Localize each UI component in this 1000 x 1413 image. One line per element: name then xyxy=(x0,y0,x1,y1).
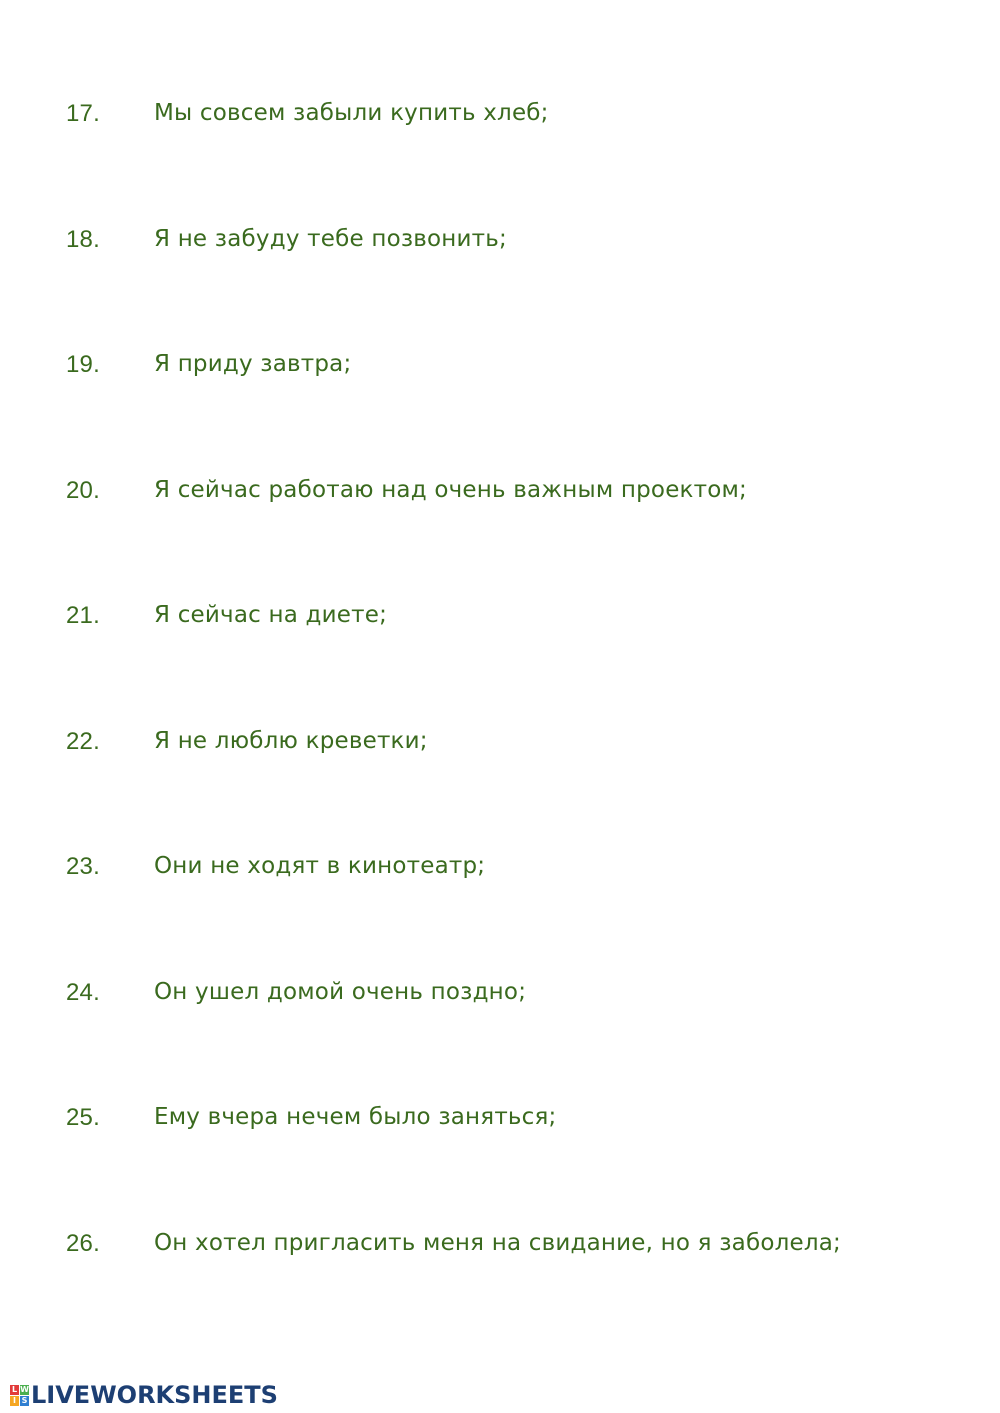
list-item xyxy=(0,477,1000,517)
brand-wordmark: LIVEWORKSHEETS xyxy=(31,1381,278,1409)
item-sentence: Ему вчера нечем было заняться; xyxy=(154,1104,557,1130)
item-sentence: Я не люблю креветки; xyxy=(154,728,428,754)
list-item xyxy=(0,979,1000,1019)
item-sentence: Он хотел пригласить меня на свидание, но я заболела; xyxy=(154,1230,841,1256)
logo-letter: L xyxy=(11,1384,18,1394)
logo-letter: S xyxy=(21,1395,28,1405)
item-sentence: Мы совсем забыли купить хлеб; xyxy=(154,100,549,126)
liveworksheets-brand[interactable] xyxy=(10,1382,278,1408)
item-sentence: Они не ходят в кинотеатр; xyxy=(154,853,486,879)
list-item xyxy=(0,1104,1000,1144)
item-number: 26. xyxy=(66,1230,100,1257)
list-item xyxy=(0,728,1000,768)
list-item xyxy=(0,602,1000,642)
item-number: 20. xyxy=(66,477,100,504)
logo-letter: I xyxy=(10,1396,19,1406)
item-sentence: Он ушел домой очень поздно; xyxy=(154,979,527,1005)
list-item xyxy=(0,853,1000,893)
item-sentence: Я сейчас работаю над очень важным проектом; xyxy=(154,477,747,503)
item-number: 19. xyxy=(66,351,100,378)
list-item xyxy=(0,226,1000,266)
item-number: 22. xyxy=(66,728,100,755)
item-number: 23. xyxy=(66,853,100,880)
item-sentence: Я не забуду тебе позвонить; xyxy=(154,226,507,252)
item-number: 25. xyxy=(66,1104,100,1131)
item-sentence: Я сейчас на диете; xyxy=(154,602,388,628)
item-number: 18. xyxy=(66,226,100,253)
item-number: 24. xyxy=(66,979,100,1006)
item-sentence: Я приду завтра; xyxy=(154,351,352,377)
list-item xyxy=(0,1230,1000,1270)
list-item xyxy=(0,100,1000,140)
item-number: 17. xyxy=(66,100,100,127)
liveworksheets-logo-icon xyxy=(10,1385,29,1406)
item-number: 21. xyxy=(66,602,100,629)
logo-letter: W xyxy=(20,1384,29,1394)
list-item xyxy=(0,351,1000,391)
